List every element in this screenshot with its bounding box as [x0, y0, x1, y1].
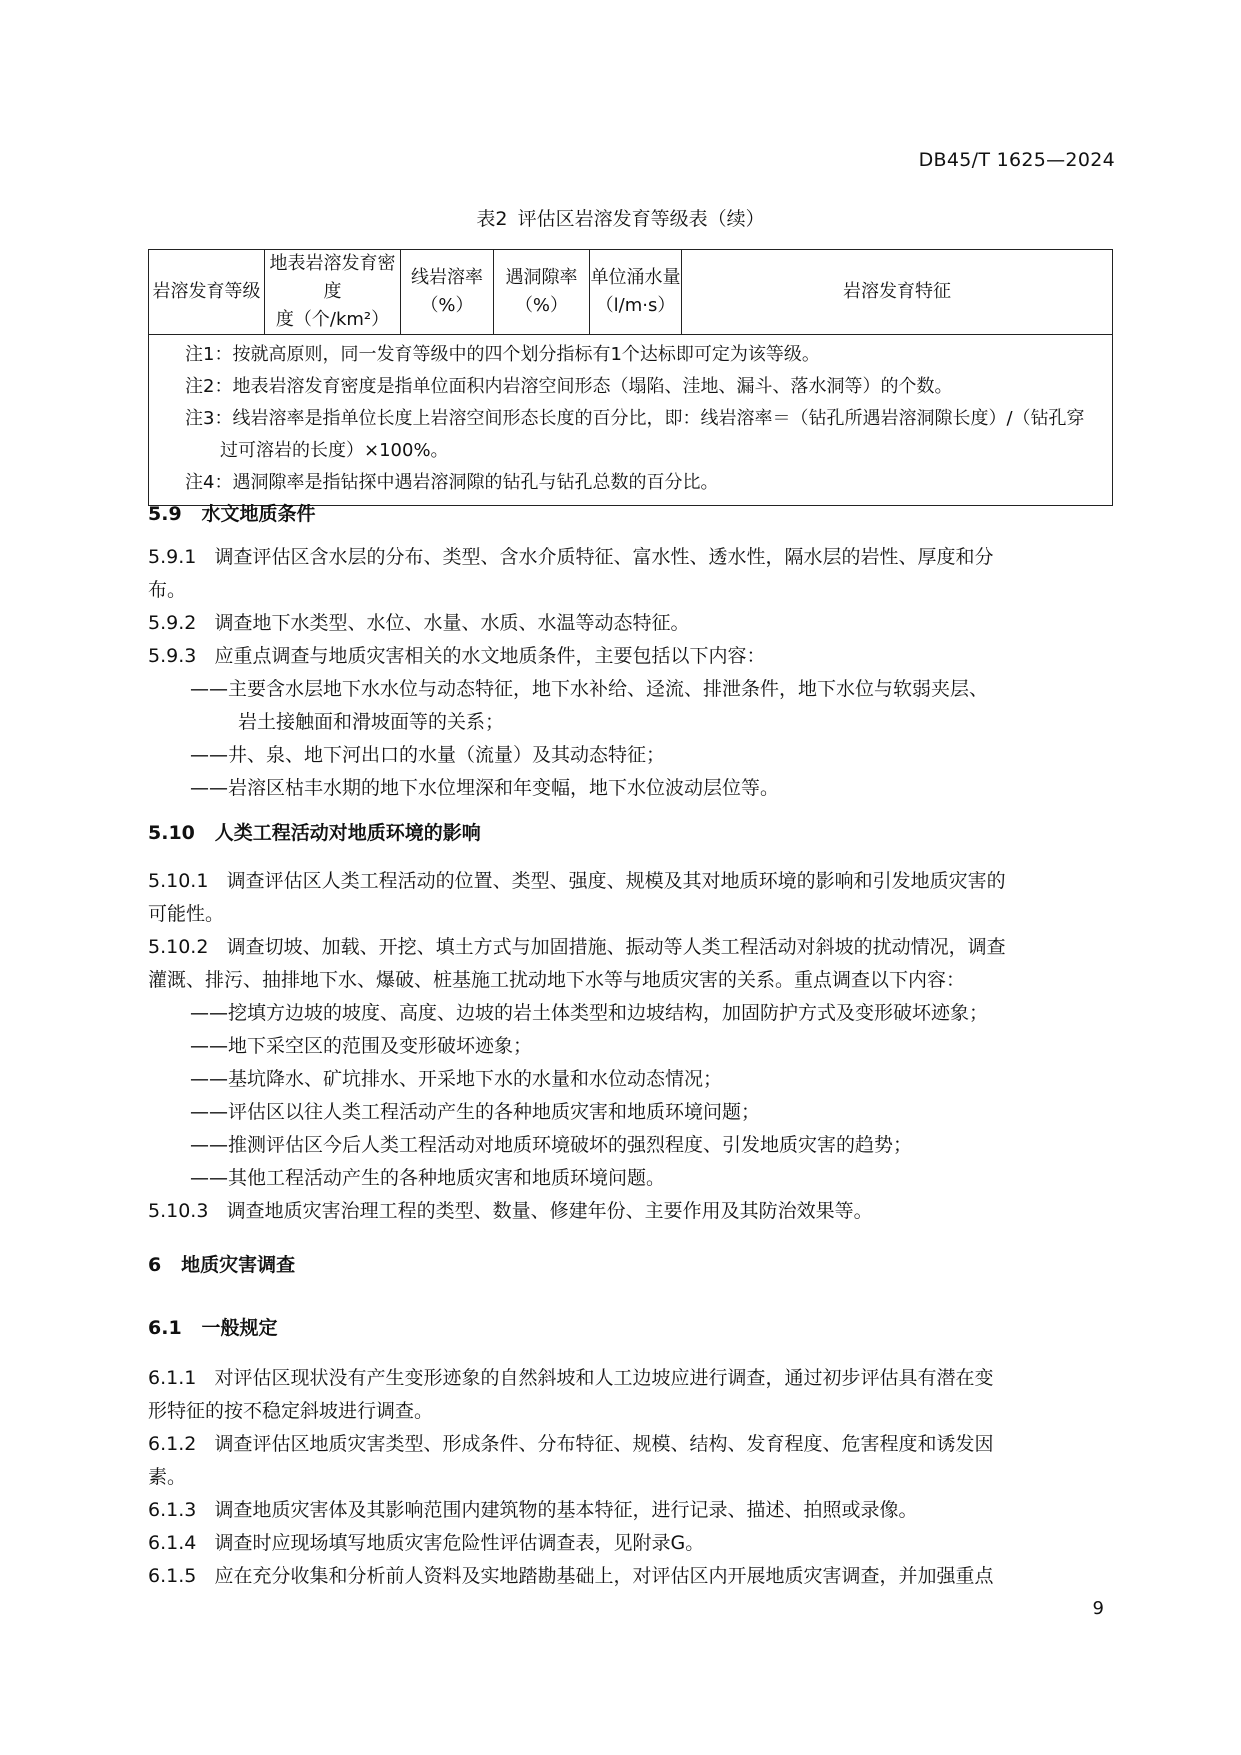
table-label: 表2: [476, 208, 508, 230]
dash-item: ——基坑降水、矿坑排水、开采地下水的水量和水位动态情况；: [190, 1068, 723, 1090]
clause-6-1-2: 6.1.2 调查评估区地质灾害类型、形成条件、分布特征、规模、结构、发育程度、危害程度和诱发因: [148, 1433, 994, 1455]
section-5-10-body: [148, 865, 1115, 1228]
clause-6-1-2-cont: 素。: [148, 1466, 187, 1488]
note-2: 注2：地表岩溶发育密度是指单位面积内岩溶空间形态（塌陷、洼地、漏斗、落水洞等）的个数。: [185, 376, 953, 397]
clause-6-1-1-cont: 形特征的按不稳定斜坡进行调查。: [148, 1400, 434, 1422]
clause-6-1-5: 6.1.5 应在充分收集和分析前人资料及实地踏勘基础上，对评估区内开展地质灾害调查，并加强重点: [148, 1565, 994, 1587]
col-cave-rate: 遇洞隙率 （%）: [494, 250, 590, 335]
clause-5-9-3: 5.9.3 应重点调查与地质灾害相关的水文地质条件，主要包括以下内容：: [148, 645, 766, 667]
section-5-10: [148, 817, 1115, 850]
section-5-10-heading: 5.10 人类工程活动对地质环境的影响: [148, 822, 481, 844]
clause-6-1-4: 6.1.4 调查时应现场填写地质灾害危险性评估调查表，见附录G。: [148, 1532, 705, 1554]
clause-5-10-3: 5.10.3 调查地质灾害治理工程的类型、数量、修建年份、主要作用及其防治效果等。: [148, 1200, 873, 1222]
doc-code-header: DB45/T 1625—2024: [918, 149, 1115, 171]
karst-grade-table: [148, 249, 1113, 506]
col-water-inflow: 单位涌水量 （l/m·s）: [590, 250, 682, 335]
dash-item-cont: 岩土接触面和滑坡面等的关系；: [238, 711, 505, 733]
table-notes: [149, 335, 1113, 506]
chapter-6-heading: 6 地质灾害调查: [148, 1254, 296, 1276]
dash-item: ——井、泉、地下河出口的水量（流量）及其动态特征；: [190, 744, 666, 766]
note-4: 注4：遇洞隙率是指钻探中遇岩溶洞隙的钻孔与钻孔总数的百分比。: [185, 472, 719, 493]
dash-item: ——其他工程活动产生的各种地质灾害和地质环境问题。: [190, 1167, 666, 1189]
dash-item: ——地下采空区的范围及变形破坏迹象；: [190, 1035, 533, 1057]
dash-item: ——推测评估区今后人类工程活动对地质环境破坏的强烈程度、引发地质灾害的趋势；: [190, 1134, 913, 1156]
clause-5-9-1-cont: 布。: [148, 579, 187, 601]
col-features: 岩溶发育特征: [682, 250, 1113, 335]
section-6-1-heading: 6.1 一般规定: [148, 1317, 278, 1339]
note-1: 注1：按就高原则，同一发育等级中的四个划分指标有1个达标即可定为该等级。: [185, 344, 820, 365]
col-line-rate: 线岩溶率 （%）: [401, 250, 494, 335]
clause-5-9-2: 5.9.2 调查地下水类型、水位、水量、水质、水温等动态特征。: [148, 612, 690, 634]
clause-5-10-1: 5.10.1 调查评估区人类工程活动的位置、类型、强度、规模及其对地质环境的影响和引发地质灾害的: [148, 870, 1006, 892]
clause-6-1-3: 6.1.3 调查地质灾害体及其影响范围内建筑物的基本特征，进行记录、描述、拍照或录像。: [148, 1499, 918, 1521]
clause-5-10-2: 5.10.2 调查切坡、加载、开挖、填土方式与加固措施、振动等人类工程活动对斜坡的扰动情况，调查: [148, 936, 1006, 958]
dash-item: ——主要含水层地下水水位与动态特征，地下水补给、迳流、排泄条件，地下水位与软弱夹层、: [190, 678, 989, 700]
clause-5-10-1-cont: 可能性。: [148, 903, 225, 925]
clause-5-10-2-cont: 灌溉、排污、抽排地下水、爆破、桩基施工扰动地下水等与地质灾害的关系。重点调查以下内容：: [148, 969, 966, 991]
clause-5-9-1: 5.9.1 调查评估区含水层的分布、类型、含水介质特征、富水性、透水性，隔水层的岩性、厚度和分: [148, 546, 994, 568]
dash-item: ——挖填方边坡的坡度、高度、边坡的岩土体类型和边坡结构，加固防护方式及变形破坏迹象；: [190, 1002, 989, 1024]
section-6-1-body: [148, 1362, 1115, 1593]
section-5-9-heading: 5.9 水文地质条件: [148, 503, 316, 525]
section-5-9: [148, 498, 1115, 531]
clause-6-1-1: 6.1.1 对评估区现状没有产生变形迹象的自然斜坡和人工边坡应进行调查，通过初步评估具有潜在变: [148, 1367, 994, 1389]
table-caption: [0, 204, 1241, 231]
table-title: 评估区岩溶发育等级表（续）: [517, 208, 765, 230]
table-header-row: [149, 250, 1113, 335]
col-grade: 岩溶发育等级: [149, 250, 265, 335]
note-3-continued: 过可溶岩的长度）×100%。: [220, 440, 449, 461]
chapter-6: [148, 1249, 1115, 1282]
col-density: 地表岩溶发育密度 度（个/km²）: [265, 250, 401, 335]
table-notes-row: [149, 335, 1113, 506]
section-5-9-body: [148, 541, 1115, 805]
note-3: 注3：线岩溶率是指单位长度上岩溶空间形态长度的百分比，即：线岩溶率＝（钻孔所遇岩溶洞隙长度）/（钻孔穿: [185, 408, 1085, 429]
section-6-1: [148, 1312, 1115, 1345]
dash-item: ——评估区以往人类工程活动产生的各种地质灾害和地质环境问题；: [190, 1101, 761, 1123]
page-number: 9: [1092, 1598, 1104, 1619]
dash-item: ——岩溶区枯丰水期的地下水位埋深和年变幅，地下水位波动层位等。: [190, 777, 780, 799]
